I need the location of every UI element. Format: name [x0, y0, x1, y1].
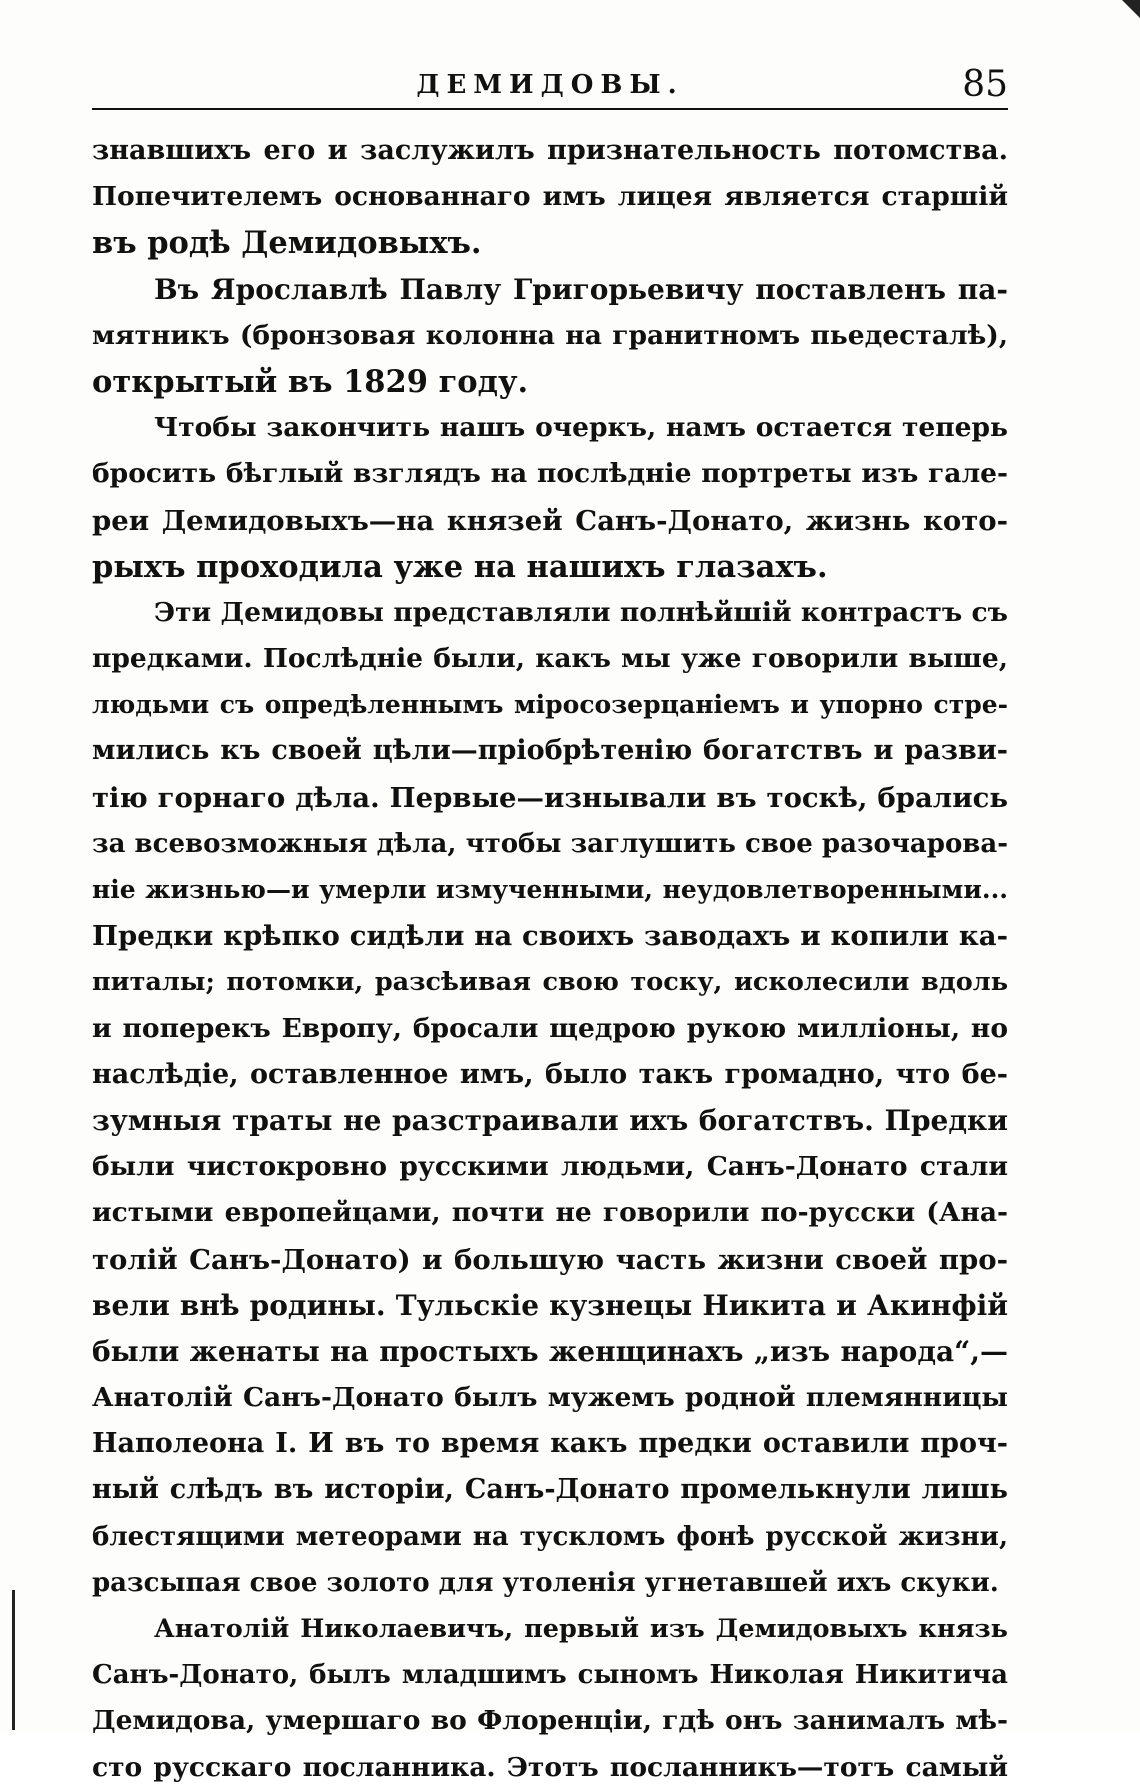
- text-line: тію горнаго дѣла. Первые—изнывали въ тоскѣ, брались: [92, 781, 1008, 814]
- text-line: толій Санъ-Донато) и большую часть жизни своей про-: [92, 1243, 1008, 1276]
- page-number: 85: [962, 64, 1008, 105]
- text-line: Демидова, умершаго во Флоренціи, гдѣ онъ занималъ мѣ-: [92, 1705, 1008, 1737]
- text-line: и поперекъ Европу, бросали щедрою рукою милліоны, но: [92, 1012, 1008, 1044]
- text-line: зумныя траты не разстраивали ихъ богатствъ. Предки: [92, 1103, 1008, 1137]
- text-line: наслѣдіе, оставленное имъ, было такъ громадно, что бе-: [92, 1058, 1008, 1090]
- text-line: ный слѣдъ въ исторіи, Санъ-Донато промелькнули лишь: [92, 1474, 1008, 1506]
- text-line: были женаты на простыхъ женщинахъ „изъ народа“,—: [92, 1334, 1008, 1368]
- text-line: Попечителемъ основаннаго имъ лицея является старшій: [92, 181, 1008, 213]
- text-line: сто русскаго посланника. Этотъ посланникъ—тотъ самый: [92, 1751, 1008, 1783]
- text-line: Эти Демидовы представляли полнѣйшій контрастъ съ: [154, 596, 1008, 628]
- text-line: Предки крѣпко сидѣли на своихъ заводахъ и копили ка-: [92, 920, 1008, 953]
- text-line: открытый въ 1829 году.: [92, 363, 529, 400]
- text-line: вели внѣ родины. Тульскіе кузнецы Никита и Акинфій: [92, 1288, 1008, 1322]
- text-line: рыхъ проходила уже на нашихъ глазахъ.: [92, 548, 828, 585]
- text-line: питалы; потомки, разсѣивая свою тоску, исколесили вдоль: [92, 967, 1008, 998]
- text-line: ніе жизнью—и умерли измученными, неудовлетворенными...: [92, 875, 1008, 904]
- text-line: бросить бѣглый взглядъ на послѣдніе портреты изъ гале-: [92, 458, 1008, 490]
- text-line: Чтобы закончить нашъ очеркъ, намъ остается теперь: [154, 412, 1008, 444]
- text-line: Анатолій Санъ-Донато былъ мужемъ родной племянницы: [92, 1382, 1008, 1414]
- running-title: ДЕМИДОВЫ.: [416, 70, 684, 100]
- scan-edge-mark: [1122, 0, 1140, 18]
- text-line: Санъ-Донато, былъ младшимъ сыномъ Николая Никитича: [92, 1660, 1008, 1691]
- text-line: предками. Послѣдніе были, какъ мы уже говорили выше,: [92, 643, 1008, 675]
- text-line: знавшихъ его и заслужилъ признательность потомства.: [92, 135, 1008, 166]
- scan-edge-line: [12, 1590, 15, 1730]
- text-line: были чистокровно русскими людьми, Санъ-Донато стали: [92, 1151, 1008, 1183]
- header-rule: [92, 108, 1008, 110]
- text-line: разсыпая свое золото для утоленія угнетавшей ихъ скуки.: [92, 1567, 999, 1598]
- running-header: [92, 64, 1008, 110]
- text-line: реи Демидовыхъ—на князей Санъ-Донато, жизнь кото-: [92, 504, 1008, 537]
- text-line: за всевозможныя дѣла, чтобы заглушить свое разочарова-: [92, 828, 1008, 859]
- text-line: истыми европейцами, почти не говорили по-русски (Ана-: [92, 1197, 1008, 1229]
- text-line: блестящими метеорами на тускломъ фонѣ русской жизни,: [92, 1521, 1008, 1552]
- text-line: Анатолій Николаевичъ, первый изъ Демидовыхъ князь: [154, 1614, 1008, 1644]
- text-line: мились къ своей цѣли—пріобрѣтенію богатствъ и разви-: [92, 735, 1008, 767]
- text-line: въ родѣ Демидовыхъ.: [92, 225, 482, 262]
- text-line: мятникъ (бронзовая колонна на гранитномъ пьедесталѣ),: [92, 319, 1008, 351]
- text-line: людьми съ опредѣленнымъ міросозерцаніемъ и упорно стре-: [92, 690, 1008, 720]
- body-text: [92, 128, 1008, 1791]
- text-line: Въ Ярославлѣ Павлу Григорьевичу поставленъ па-: [154, 272, 1008, 306]
- text-line: Наполеона I. И въ то время какъ предки оставили проч-: [92, 1428, 1008, 1460]
